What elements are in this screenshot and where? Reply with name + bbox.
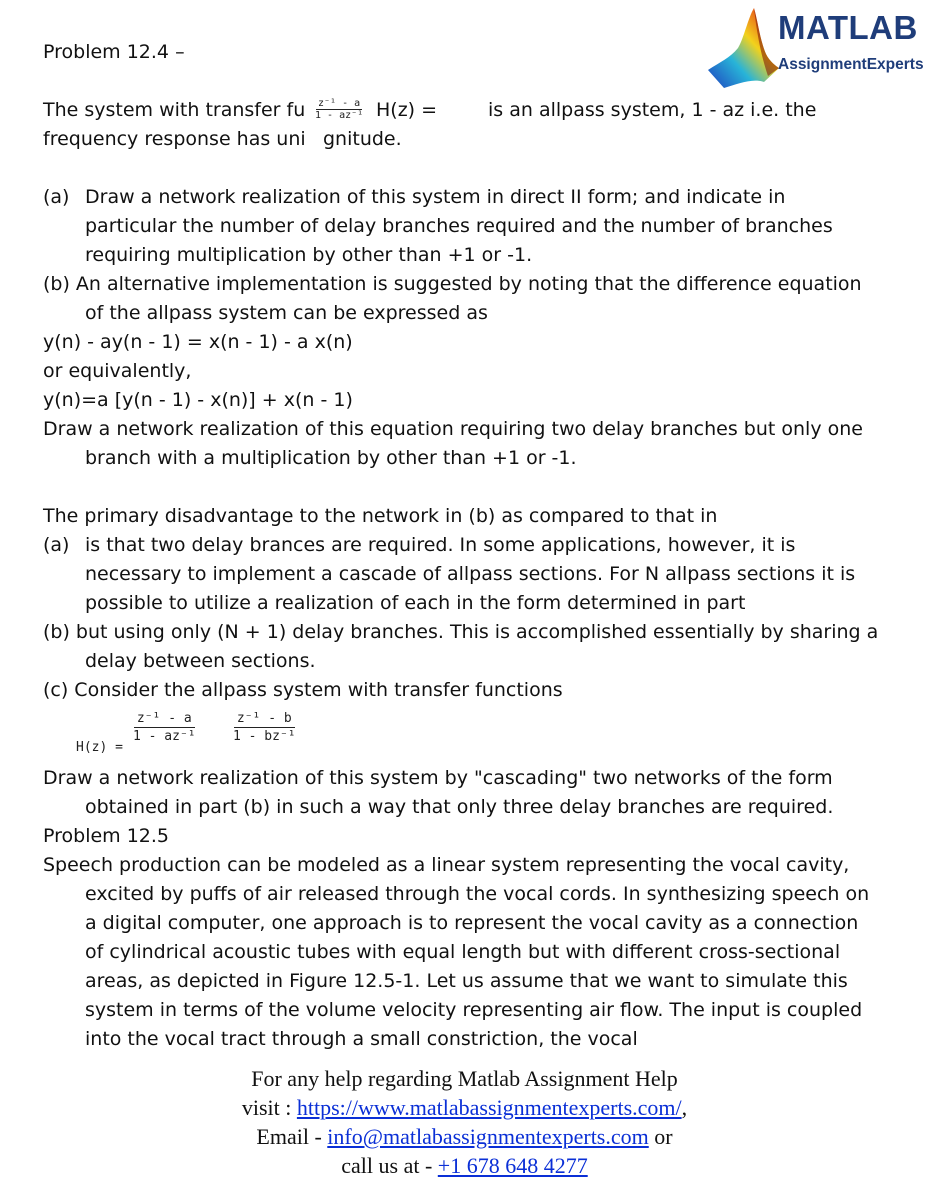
paragraph-line: Speech production can be modeled as a linear system representing the vocal cavity, bbox=[43, 854, 850, 876]
footer-email-line bbox=[0, 1122, 929, 1151]
problem-12-5-heading: Problem 12.5 bbox=[43, 825, 170, 847]
footer-label: visit : bbox=[241, 1095, 297, 1120]
paragraph-line: obtained in part (b) in such a way that only three delay branches are required. bbox=[85, 796, 834, 818]
paragraph-line bbox=[43, 96, 893, 125]
paragraph-line: particular the number of delay branches required and the number of branches bbox=[85, 215, 833, 237]
part-c-line: (c) Consider the allpass system with transfer functions bbox=[43, 679, 563, 701]
paragraph-line: delay between sections. bbox=[85, 650, 316, 672]
fraction-denominator: 1 - az⁻¹ bbox=[133, 729, 196, 744]
paragraph-line: a digital computer, one approach is to represent the vocal cavity as a connection bbox=[85, 912, 859, 934]
text-fragment: is that two delay brances are required. In some applications, however, it is bbox=[85, 534, 796, 556]
text-fragment: The system with transfer fu bbox=[43, 99, 306, 121]
footer-label: Email - bbox=[256, 1124, 328, 1149]
paragraph-line bbox=[43, 125, 893, 154]
problem-12-4-heading: Problem 12.4 – bbox=[43, 41, 185, 63]
footer-contact bbox=[0, 1064, 929, 1180]
logo-subtitle: AssignmentExperts bbox=[778, 56, 924, 73]
paragraph-line: of the allpass system can be expressed as bbox=[85, 302, 488, 324]
footer-help-line: For any help regarding Matlab Assignment Help bbox=[251, 1066, 678, 1091]
text-fragment: is an allpass system, 1 - az i.e. the bbox=[488, 99, 817, 121]
document-body bbox=[43, 38, 893, 1054]
text-fragment: frequency response has uni bbox=[43, 128, 306, 150]
part-a-line bbox=[43, 531, 893, 560]
inline-transfer-fraction bbox=[315, 98, 363, 121]
paragraph-line: system in terms of the volume velocity representing air flow. The input is coupled bbox=[85, 999, 863, 1021]
text-fragment: H(z) = bbox=[376, 99, 438, 121]
difference-equation: y(n) - ay(n - 1) = x(n - 1) - a x(n) bbox=[43, 331, 353, 353]
part-b-line: (b) but using only (N + 1) delay branches. This is accomplished essentially by sharing a bbox=[43, 621, 879, 643]
paragraph-line: Draw a network realization of this equation requiring two delay branches but only one bbox=[43, 418, 863, 440]
fraction-numerator: z⁻¹ - a bbox=[134, 710, 195, 728]
paragraph-line: excited by puffs of air released through the vocal cords. In synthesizing speech on bbox=[85, 883, 870, 905]
paragraph-line: branch with a multiplication by other than +1 or -1. bbox=[85, 447, 577, 469]
fraction-denominator: 1 - bz⁻¹ bbox=[233, 729, 296, 744]
equation-lhs: H(z) = bbox=[76, 740, 123, 755]
paragraph-line: or equivalently, bbox=[43, 360, 192, 382]
text-fragment: gnitude. bbox=[323, 128, 402, 150]
fraction-numerator: z⁻¹ - b bbox=[234, 710, 295, 728]
difference-equation-alt: y(n)=a [y(n - 1) - x(n)] + x(n - 1) bbox=[43, 389, 353, 411]
part-b-line: (b) An alternative implementation is suggested by noting that the difference equation bbox=[43, 273, 862, 295]
transfer-function-equation bbox=[43, 705, 893, 764]
paragraph-line: possible to utilize a realization of each in the form determined in part bbox=[85, 592, 746, 614]
list-label: (a) bbox=[43, 534, 70, 556]
equation-fraction-2 bbox=[233, 710, 296, 745]
footer-visit-line bbox=[0, 1093, 929, 1122]
paragraph-line: of cylindrical acoustic tubes with equal length but with different cross-sectional bbox=[85, 941, 841, 963]
phone-link[interactable]: +1 678 648 4277 bbox=[437, 1153, 588, 1178]
paragraph-line: into the vocal tract through a small constriction, the vocal bbox=[85, 1028, 638, 1050]
paragraph-line: necessary to implement a cascade of allpass sections. For N allpass sections it is bbox=[85, 563, 856, 585]
fraction-denominator: 1 - az⁻¹ bbox=[315, 110, 364, 121]
list-label: (a) bbox=[43, 186, 70, 208]
equation-fraction-1 bbox=[133, 710, 196, 745]
footer-punct: , bbox=[681, 1095, 688, 1120]
text-fragment: Draw a network realization of this system in direct II form; and indicate in bbox=[85, 186, 786, 208]
fraction-numerator: z⁻¹ - a bbox=[318, 98, 361, 109]
paragraph-line: Draw a network realization of this system by "cascading" two networks of the form bbox=[43, 767, 833, 789]
footer-punct: or bbox=[648, 1124, 673, 1149]
website-link[interactable]: https://www.matlabassignmentexperts.com/ bbox=[296, 1095, 682, 1120]
footer-phone-line bbox=[0, 1151, 929, 1180]
paragraph-line: areas, as depicted in Figure 12.5-1. Let us assume that we want to simulate this bbox=[85, 970, 848, 992]
logo-title: MATLAB bbox=[778, 9, 918, 46]
part-a-line bbox=[43, 183, 893, 212]
email-link[interactable]: info@matlabassignmentexperts.com bbox=[327, 1124, 649, 1149]
paragraph-line: The primary disadvantage to the network in (b) as compared to that in bbox=[43, 505, 718, 527]
paragraph-line: requiring multiplication by other than +1 or -1. bbox=[85, 244, 533, 266]
footer-label: call us at - bbox=[341, 1153, 438, 1178]
